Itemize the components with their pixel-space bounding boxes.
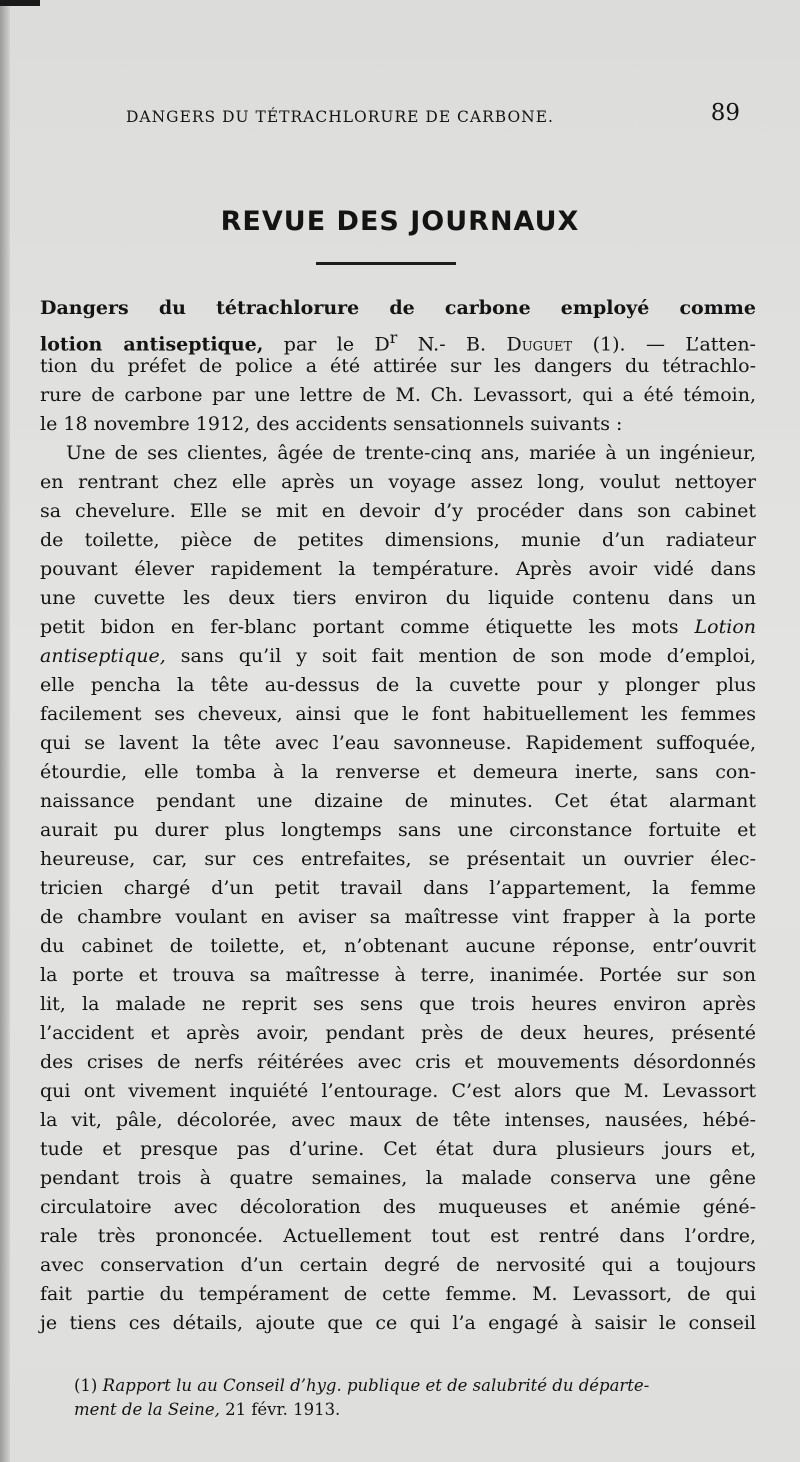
body-line: de chambre voulant en aviser sa maîtresse vint frapper à la porte — [40, 906, 756, 928]
body-line: rale très prononcée. Actuellement tout est rentré dans l’ordre, — [40, 1225, 756, 1247]
body-line-text: petit bidon en fer-blanc portant comme étiquette les mots — [40, 616, 679, 638]
footnote-line-1 — [74, 1374, 764, 1398]
running-head — [126, 100, 746, 134]
footnote-date: 21 févr. 1913. — [219, 1400, 341, 1419]
footnote-line-2 — [74, 1398, 764, 1422]
article-heading-line-1: Dangers du tétrachlorure de carbone employé comme — [40, 297, 756, 319]
footnote — [74, 1374, 764, 1422]
body-line-text: sans qu’il y soit fait mention de son mode d’emploi, — [180, 645, 757, 667]
body-line: tion du préfet de police a été attirée sur les dangers du tétrachlo- — [40, 355, 756, 377]
body-line: sa chevelure. Elle se mit en devoir d’y procéder dans son cabinet — [40, 500, 756, 522]
article-author: N.- B. Duguet — [397, 333, 573, 356]
body-line: circulatoire avec décoloration des muqueuses et anémie géné- — [40, 1196, 756, 1218]
page-corner-mark — [0, 0, 40, 6]
body-line: tude et presque pas d’urine. Cet état dura plusieurs jours et, — [40, 1138, 756, 1160]
section-title: REVUE DES JOURNAUX — [220, 206, 580, 237]
body-line: elle pencha la tête au-dessus de la cuvette pour y plonger plus — [40, 674, 756, 696]
body-line: de toilette, pièce de petites dimensions, munie d’un radiateur — [40, 529, 756, 551]
footnote-marker: (1) — [74, 1376, 98, 1395]
body-line: en rentrant chez elle après un voyage assez long, voulut nettoyer — [40, 471, 756, 493]
body-line: facilement ses cheveux, ainsi que le font habituellement les femmes — [40, 703, 756, 725]
body-line: naissance pendant une dizaine de minutes. Cet état alarmant — [40, 790, 756, 812]
body-line: du cabinet de toilette, et, n’obtenant aucune réponse, entr’ouvrit — [40, 935, 756, 957]
page-number: 89 — [710, 100, 740, 126]
body-line: une cuvette les deux tiers environ du liquide contenu dans un — [40, 587, 756, 609]
body-line: pendant trois à quatre semaines, la malade conserva une gêne — [40, 1167, 756, 1189]
body-line: le 18 novembre 1912, des accidents sensationnels suivants : — [40, 413, 623, 435]
article-body — [40, 294, 756, 1338]
body-line — [40, 613, 756, 642]
body-line: avec conservation d’un certain degré de nervosité qui a toujours — [40, 1254, 756, 1276]
footnote-text: ment de la Seine, — [74, 1400, 220, 1419]
body-line: lit, la malade ne reprit ses sens que trois heures environ après — [40, 993, 756, 1015]
article-heading-tail: (1). — L’atten- — [572, 333, 756, 356]
body-line: rure de carbone par une lettre de M. Ch. Levassort, qui a été témoin, — [40, 384, 756, 406]
body-line: aurait pu durer plus longtemps sans une circonstance fortuite et — [40, 819, 756, 841]
article-heading-byline: par le D — [263, 333, 390, 356]
body-line: la vit, pâle, décolorée, avec maux de tête intenses, nausées, hébé- — [40, 1109, 756, 1131]
italic-term-antiseptique: antiseptique, — [40, 645, 166, 667]
body-line: des crises de nerfs réitérées avec cris et mouvements désordonnés — [40, 1051, 756, 1073]
body-line: Une de ses clientes, âgée de trente-cinq ans, mariée à un ingénieur, — [66, 442, 756, 464]
body-line: fait partie du tempérament de cette femme. M. Levassort, de qui — [40, 1283, 756, 1305]
italic-term-lotion: Lotion — [694, 616, 756, 638]
body-line: pouvant élever rapidement la température. Après avoir vidé dans — [40, 558, 756, 580]
footnote-text: Rapport lu au Conseil d’hyg. publique et de salubrité du départe- — [102, 1376, 650, 1395]
body-line: tricien chargé d’un petit travail dans l’appartement, la femme — [40, 877, 756, 899]
body-line — [40, 642, 756, 671]
body-line: étourdie, elle tomba à la renverse et demeura inerte, sans con- — [40, 761, 756, 783]
body-line: qui se lavent la tête avec l’eau savonneuse. Rapidement suffoquée, — [40, 732, 756, 754]
doctor-abbrev-superscript: r — [389, 328, 398, 347]
running-head-title: DANGERS DU TÉTRACHLORURE DE CARBONE. — [126, 108, 554, 126]
body-line: qui ont vivement inquiété l’entourage. C’est alors que M. Levassort — [40, 1080, 756, 1102]
body-line: heureuse, car, sur ces entrefaites, se présentait un ouvrier élec- — [40, 848, 756, 870]
body-line: la porte et trouva sa maîtresse à terre, inanimée. Portée sur son — [40, 964, 756, 986]
article-heading-bold-part: lotion antiseptique, — [40, 333, 264, 356]
body-line: l’accident et après avoir, pendant près de deux heures, présenté — [40, 1022, 756, 1044]
body-line: je tiens ces détails, ajoute que ce qui l’a engagé à saisir le conseil — [40, 1312, 756, 1334]
title-divider-rule — [316, 262, 456, 265]
article-heading-line-2 — [40, 323, 756, 356]
